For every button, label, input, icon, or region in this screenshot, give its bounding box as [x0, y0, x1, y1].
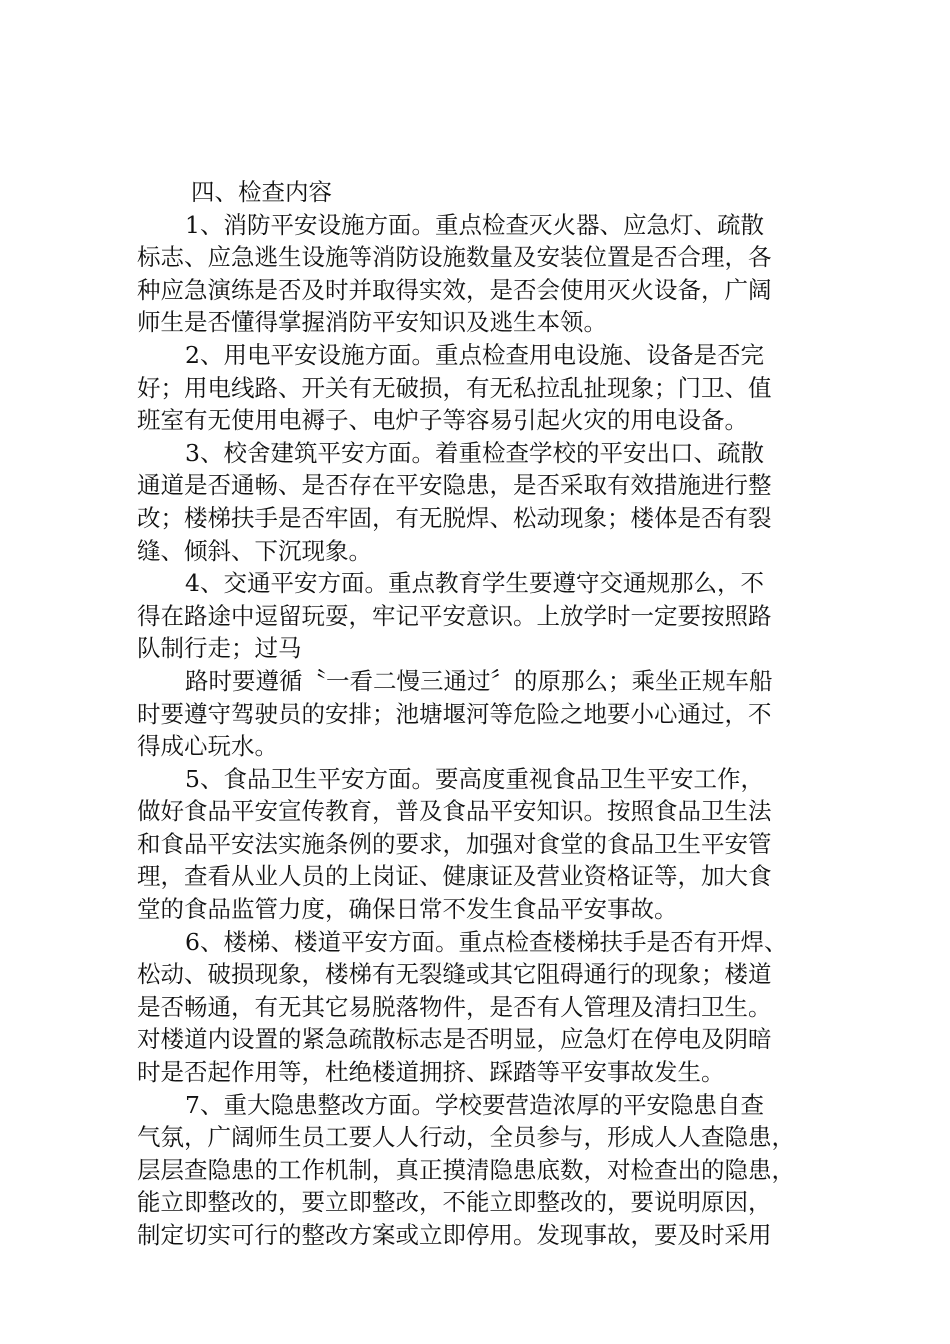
- text-line: 标志、应急逃生设施等消防设施数量及安装位置是否合理，各: [137, 243, 772, 272]
- text-line: 气氛，广阔师生员工要人人行动，全员参与，形成人人查隐患，: [137, 1123, 795, 1152]
- text-line: 改；楼梯扶手是否牢固，有无脱焊、松动现象；楼体是否有裂: [137, 503, 772, 532]
- text-line: 5、食品卫生平安方面。要高度重视食品卫生平安工作，: [185, 764, 764, 793]
- text-line: 能立即整改的，要立即整改，不能立即整改的，要说明原因，: [137, 1188, 772, 1217]
- text-line: 制定切实可行的整改方案或立即停用。发现事故，要及时采用: [137, 1221, 772, 1249]
- text-line: 4、交通平安方面。重点教育学生要遵守交通规那么，不: [185, 569, 764, 598]
- text-line: 松动、破损现象，楼梯有无裂缝或其它阻碍通行的现象；楼道: [137, 960, 772, 989]
- text-line: 班室有无使用电褥子、电炉子等容易引起火灾的用电设备。: [137, 406, 748, 435]
- text-line: 做好食品平安宣传教育，普及食品平安知识。按照食品卫生法: [137, 797, 772, 826]
- text-line: 7、重大隐患整改方面。学校要营造浓厚的平安隐患自查: [185, 1090, 764, 1119]
- text-line: 2、用电平安设施方面。重点检查用电设施、设备是否完: [185, 340, 764, 369]
- section-heading: 四、检查内容: [191, 178, 332, 206]
- text-line: 路时要遵循〝一看二慢三通过〞的原那么；乘坐正规车船: [185, 666, 773, 695]
- text-line: 6、楼梯、楼道平安方面。重点检查楼梯扶手是否有开焊、: [185, 927, 788, 956]
- text-line: 3、校舍建筑平安方面。着重检查学校的平安出口、疏散: [185, 438, 764, 467]
- text-line: 队制行走；过马: [137, 634, 302, 663]
- document-body: [137, 176, 827, 1252]
- text-line: 时要遵守驾驶员的安排；池塘堰河等危险之地要小心通过，不: [137, 699, 772, 728]
- text-line: 对楼道内设置的紧急疏散标志是否明显，应急灯在停电及阴暗: [137, 1025, 772, 1054]
- text-line: 得在路途中逗留玩耍，牢记平安意识。上放学时一定要按照路: [137, 601, 772, 630]
- text-line: 通道是否通畅、是否存在平安隐患，是否采取有效措施进行整: [137, 471, 772, 500]
- text-line: 师生是否懂得掌握消防平安知识及逃生本领。: [137, 308, 607, 337]
- text-line: 堂的食品监管力度，确保日常不发生食品平安事故。: [137, 895, 678, 924]
- text-line: 得成心玩水。: [137, 732, 278, 761]
- text-line: 理，查看从业人员的上岗证、健康证及营业资格证等，加大食: [137, 862, 772, 891]
- text-line: 是否畅通，有无其它易脱落物件，是否有人管理及清扫卫生。: [137, 992, 772, 1021]
- text-line: 缝、倾斜、下沉现象。: [137, 536, 372, 565]
- text-line: 1、消防平安设施方面。重点检查灭火器、应急灯、疏散: [185, 210, 764, 239]
- text-line: 和食品平安法实施条例的要求，加强对食堂的食品卫生平安管: [137, 829, 772, 858]
- text-line: 种应急演练是否及时并取得实效，是否会使用灭火设备，广阔: [137, 275, 772, 304]
- text-line: 层层查隐患的工作机制，真正摸清隐患底数，对检查出的隐患，: [137, 1155, 795, 1184]
- text-line: 好；用电线路、开关有无破损，有无私拉乱扯现象；门卫、值: [137, 373, 772, 402]
- text-line: 时是否起作用等，杜绝楼道拥挤、踩踏等平安事故发生。: [137, 1058, 725, 1087]
- paragraph-lines: [137, 209, 827, 1252]
